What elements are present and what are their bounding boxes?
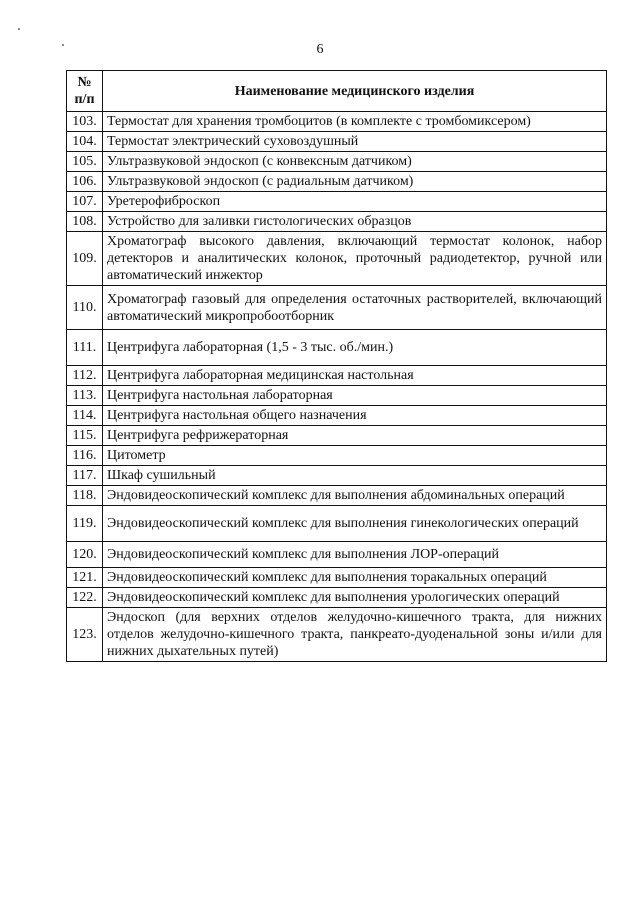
header-number: № п/п xyxy=(67,71,103,112)
table-row xyxy=(67,386,607,406)
table-row xyxy=(67,132,607,152)
row-number: 103. xyxy=(67,112,103,132)
table-row xyxy=(67,212,607,232)
table-row xyxy=(67,406,607,426)
row-device-name: Хроматограф газовый для определения остаточных растворителей, включающий автоматический микропробоотборник xyxy=(103,286,607,330)
table-row xyxy=(67,152,607,172)
row-number: 110. xyxy=(67,286,103,330)
row-device-name: Центрифуга рефрижераторная xyxy=(103,426,607,446)
table-row xyxy=(67,608,607,662)
row-device-name: Шкаф сушильный xyxy=(103,466,607,486)
row-device-name: Эндовидеоскопический комплекс для выполнения урологических операций xyxy=(103,588,607,608)
row-device-name: Хроматограф высокого давления, включающий термостат колонок, набор детекторов и аналитических колонок, проточный радиодетектор, ручной или автоматический инжектор xyxy=(103,232,607,286)
row-device-name: Цитометр xyxy=(103,446,607,466)
row-number: 106. xyxy=(67,172,103,192)
row-device-name: Ультразвуковой эндоскоп (с конвексным датчиком) xyxy=(103,152,607,172)
row-device-name: Эндовидеоскопический комплекс для выполнения ЛОР-операций xyxy=(103,542,607,568)
row-number: 120. xyxy=(67,542,103,568)
row-number: 112. xyxy=(67,366,103,386)
table-row xyxy=(67,366,607,386)
row-device-name: Центрифуга настольная лабораторная xyxy=(103,386,607,406)
table-row xyxy=(67,426,607,446)
scan-speck xyxy=(18,28,20,30)
row-device-name: Эндовидеоскопический комплекс для выполнения гинекологических операций xyxy=(103,506,607,542)
row-number: 119. xyxy=(67,506,103,542)
row-device-name: Ультразвуковой эндоскоп (с радиальным датчиком) xyxy=(103,172,607,192)
table-row xyxy=(67,112,607,132)
row-number: 118. xyxy=(67,486,103,506)
row-device-name: Эндовидеоскопический комплекс для выполнения торакальных операций xyxy=(103,568,607,588)
row-number: 104. xyxy=(67,132,103,152)
table-row xyxy=(67,192,607,212)
row-number: 109. xyxy=(67,232,103,286)
table-row xyxy=(67,568,607,588)
table-row xyxy=(67,542,607,568)
row-number: 122. xyxy=(67,588,103,608)
row-device-name: Уретерофиброскоп xyxy=(103,192,607,212)
row-number: 105. xyxy=(67,152,103,172)
table-row xyxy=(67,172,607,192)
row-device-name: Центрифуга настольная общего назначения xyxy=(103,406,607,426)
row-device-name: Устройство для заливки гистологических образцов xyxy=(103,212,607,232)
table-row xyxy=(67,588,607,608)
row-device-name: Эндоскоп (для верхних отделов желудочно-кишечного тракта, для нижних отделов желудочно-кишечного тракта, панкреато-дуоденальной зоны и/или для нижних дыхательных путей) xyxy=(103,608,607,662)
row-device-name: Центрифуга лабораторная медицинская настольная xyxy=(103,366,607,386)
row-number: 113. xyxy=(67,386,103,406)
page-number: 6 xyxy=(316,42,324,57)
row-number: 121. xyxy=(67,568,103,588)
row-number: 111. xyxy=(67,330,103,366)
header-device-name: Наименование медицинского изделия xyxy=(103,71,607,112)
table-row xyxy=(67,446,607,466)
row-number: 117. xyxy=(67,466,103,486)
row-number: 107. xyxy=(67,192,103,212)
row-device-name: Термостат для хранения тромбоцитов (в комплекте с тромбомиксером) xyxy=(103,112,607,132)
row-number: 114. xyxy=(67,406,103,426)
row-device-name: Термостат электрический суховоздушный xyxy=(103,132,607,152)
table-row xyxy=(67,232,607,286)
table-row xyxy=(67,330,607,366)
row-number: 108. xyxy=(67,212,103,232)
row-number: 123. xyxy=(67,608,103,662)
medical-devices-table xyxy=(66,70,607,662)
table-row xyxy=(67,286,607,330)
table-row xyxy=(67,486,607,506)
table-header-row xyxy=(67,71,607,112)
row-device-name: Эндовидеоскопический комплекс для выполнения абдоминальных операций xyxy=(103,486,607,506)
row-device-name: Центрифуга лабораторная (1,5 - 3 тыс. об./мин.) xyxy=(103,330,607,366)
table-row xyxy=(67,466,607,486)
row-number: 115. xyxy=(67,426,103,446)
row-number: 116. xyxy=(67,446,103,466)
scan-speck xyxy=(62,44,64,46)
table-row xyxy=(67,506,607,542)
